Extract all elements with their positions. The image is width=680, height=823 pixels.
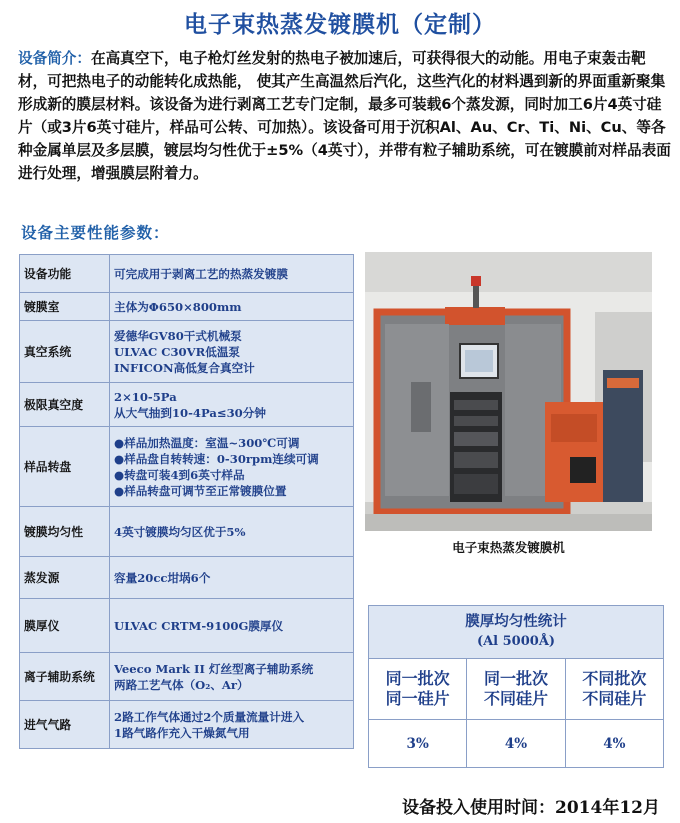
param-row [20,653,354,701]
param-key: 离子辅助系统 [20,653,110,701]
param-key: 极限真空度 [20,383,110,427]
stats-value: 3% [369,720,467,768]
commission-date [402,793,660,818]
param-row [20,383,354,427]
param-value-line: 两路工艺气体（O₂、Ar） [114,677,249,692]
param-value-line: 爱德华GV80干式机械泵 [114,328,242,343]
param-value-line: ●样品加热温度：室温~300℃可调 [114,435,300,450]
intro-label: 设备简介： [18,50,91,67]
param-value [110,507,354,557]
param-value-line: ●样品盘自转转速：0-30rpm连续可调 [114,451,319,466]
param-value-line: 容量20cc坩埚6个 [114,570,211,585]
stats-subtitle: (Al 5000Å) [476,634,556,649]
stats-title: 膜厚均匀性统计 [465,614,567,630]
param-key: 进气气路 [20,701,110,749]
intro-text: 在高真空下，电子枪灯丝发射的热电子被加速后，可获得很大的动能。用电子束轰击靶材，可把热电子的动能转化成热能， 使其产生高温然后汽化，这些汽化的材料遇到新的界面重新聚集形成新的膜层材料。该设备为进行剥离工艺专门定制，最多可装载6个蒸发源，同时加工6片4英寸硅片（或3片6英寸硅片，样品可公转、可加热）。该设备可用于沉积Al、Au、Cr、Ti、Ni、Cu、等各种金属单层及多层膜，镀层均匀性优于±5%（4英寸），并带有粒子辅助系统，可在镀膜前对样品表面进行处理，增强膜层附着力。 [18,50,671,182]
param-key: 蒸发源 [20,557,110,599]
params-section-title: 设备主要性能参数： [21,224,170,242]
stats-value: 4% [565,720,663,768]
param-value [110,557,354,599]
param-value-line: 2路工作气体通过2个质量流量计进入 [114,709,305,724]
param-value-line: 2×10-5Pa [114,389,177,404]
commission-date-label: 设备投入使用时间： [402,798,556,818]
param-key: 设备功能 [20,255,110,293]
stats-column-label: 同一批次 同一硅片 [385,669,450,708]
param-value-line: 1路气路作充入干燥氮气用 [114,725,250,740]
param-value-line: ●转盘可装4到6英寸样品 [114,467,245,482]
param-value-line: 可完成用于剥离工艺的热蒸发镀膜 [114,266,288,281]
stats-column-label: 不同批次 不同硅片 [582,669,647,708]
param-row [20,599,354,653]
stats-column-header [369,659,467,720]
param-row [20,507,354,557]
intro-paragraph [18,47,672,185]
param-value-line: INFICON高低复合真空计 [114,360,255,375]
params-table [19,254,354,749]
param-value-line: ●样品转盘可调节至正常镀膜位置 [114,483,287,498]
param-value [110,255,354,293]
param-value [110,321,354,383]
uniformity-stats-table [368,605,664,768]
stats-value: 4% [467,720,565,768]
stats-header [369,606,664,659]
param-key: 真空系统 [20,321,110,383]
param-value-line: 主体为Φ650×800mm [114,299,242,314]
param-value [110,427,354,507]
param-row [20,293,354,321]
photo-caption: 电子束热蒸发镀膜机 [452,540,565,555]
param-key: 样品转盘 [20,427,110,507]
param-value [110,293,354,321]
param-key: 膜厚仪 [20,599,110,653]
param-value [110,383,354,427]
param-row [20,255,354,293]
param-row [20,321,354,383]
param-row [20,701,354,749]
param-value-line: 从大气抽到10-4Pa≤30分钟 [114,405,266,420]
param-value-line: 4英寸镀膜均匀区优于5% [114,524,246,539]
stats-column-header [467,659,565,720]
page-title: 电子束热蒸发镀膜机（定制） [184,12,496,38]
param-value [110,599,354,653]
equipment-illustration [365,252,652,531]
param-value [110,653,354,701]
stats-column-label: 同一批次 不同硅片 [483,669,548,708]
commission-date-value: 2014年12月 [555,798,660,818]
param-key: 镀膜室 [20,293,110,321]
param-key: 镀膜均匀性 [20,507,110,557]
param-row [20,427,354,507]
param-value-line: ULVAC CRTM-9100G膜厚仪 [114,618,284,633]
param-row [20,557,354,599]
equipment-photo [365,252,652,531]
stats-column-header [565,659,663,720]
param-value-line: Veeco Mark II 灯丝型离子辅助系统 [114,661,314,676]
param-value-line: ULVAC C30VR低温泵 [114,344,241,359]
param-value [110,701,354,749]
